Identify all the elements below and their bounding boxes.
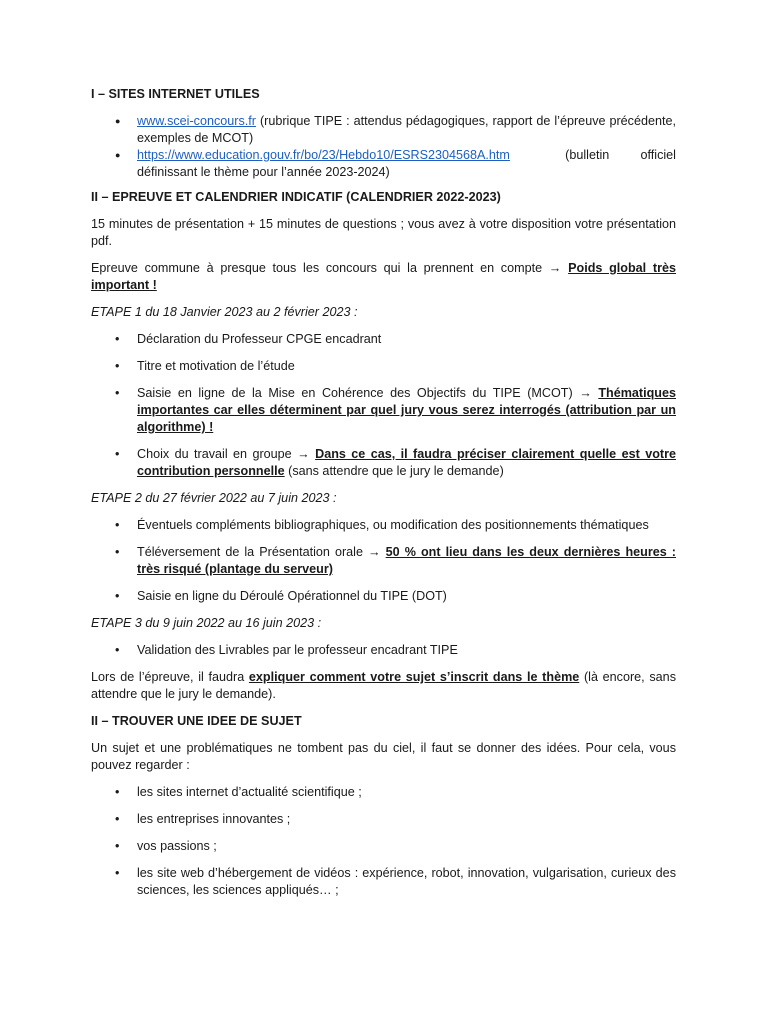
epreuve-theme-paragraph: [91, 669, 676, 703]
list-item: [91, 385, 676, 436]
bullet-icon: •: [115, 866, 120, 880]
list-item: [91, 811, 676, 828]
item-tail: (sans attendre que le jury le demande): [284, 464, 504, 478]
item-text: Éventuels compléments bibliographiques, ou modification des positionnements thématiques: [137, 518, 649, 532]
etape-1-list: [91, 331, 676, 480]
bullet-icon: •: [115, 589, 120, 603]
list-item: [91, 147, 676, 181]
item-emphasis: Thématiques importantes car elles déterminent par quel jury vous serez interrogés (attribution par un algorithme) !: [137, 386, 676, 434]
etape-3-heading: ETAPE 3 du 9 juin 2022 au 16 juin 2023 :: [91, 616, 322, 630]
bullet-icon: •: [115, 812, 120, 826]
item-text: Téléversement de la Présentation orale →: [137, 545, 386, 559]
bullet-icon: •: [115, 332, 120, 346]
bullet-icon: •: [115, 386, 120, 400]
link2-description: définissant le thème pour l’année 2023-2024): [137, 165, 390, 179]
item-text: Validation des Livrables par le professeur encadrant TIPE: [137, 643, 458, 657]
item-text: Saisie en ligne de la Mise en Cohérence des Objectifs du TIPE (MCOT) →: [137, 386, 599, 400]
bullet-icon: •: [115, 643, 120, 657]
etape-2-heading: ETAPE 2 du 27 février 2022 au 7 juin 2023 :: [91, 491, 337, 505]
useful-sites-list: [91, 113, 676, 181]
list-item: [91, 784, 676, 801]
epreuve-text: Epreuve commune à presque tous les concours qui la prennent en compte →: [91, 261, 569, 275]
scei-link[interactable]: www.scei-concours.fr: [137, 114, 256, 128]
list-item: [91, 113, 676, 147]
list-item: [91, 588, 676, 605]
link1-description: (rubrique TIPE : attendus pédagogiques, rapport de l’épreuve précédente, exemples de MCOT): [137, 114, 676, 145]
list-item: [91, 544, 676, 578]
section-2-title: II – EPREUVE ET CALENDRIER INDICATIF (CALENDRIER 2022-2023): [91, 190, 501, 204]
item-text: Choix du travail en groupe →: [137, 447, 316, 461]
bullet-icon: •: [115, 545, 120, 559]
list-item: [91, 642, 676, 659]
list-item: [91, 838, 676, 855]
item-text: les sites internet d’actualité scientifique ;: [137, 785, 362, 799]
section-1-title: I – SITES INTERNET UTILES: [91, 87, 260, 101]
paragraph-text: Lors de l’épreuve, il faudra: [91, 670, 249, 684]
bullet-icon: •: [115, 785, 120, 799]
list-item: [91, 517, 676, 534]
idea-sources-list: [91, 784, 676, 899]
etape-1-heading: ETAPE 1 du 18 Janvier 2023 au 2 février 2023 :: [91, 305, 358, 319]
paragraph-tail: (là encore, sans attendre que le jury le demande).: [91, 670, 676, 701]
epreuve-paragraph: [91, 260, 676, 294]
item-text: les site web d’hébergement de vidéos : expérience, robot, innovation, vulgarisation, curieux des sciences, les sciences appliqués… ;: [137, 866, 676, 897]
item-emphasis: 50 % ont lieu dans les deux dernières heures : très risqué (plantage du serveur): [137, 545, 676, 576]
list-item: [91, 358, 676, 375]
item-emphasis: Dans ce cas, il faudra préciser clairement quelle est votre contribution personnelle: [137, 447, 676, 478]
bullet-icon: •: [115, 518, 120, 532]
item-text: les entreprises innovantes ;: [137, 812, 291, 826]
bullet-icon: •: [115, 359, 120, 373]
etape-2-list: [91, 517, 676, 605]
item-text: Saisie en ligne du Déroulé Opérationnel du TIPE (DOT): [137, 589, 447, 603]
etape-3-list: [91, 642, 676, 659]
list-item: [91, 446, 676, 480]
bullet-icon: •: [115, 839, 120, 853]
presentation-paragraph: 15 minutes de présentation + 15 minutes de questions ; vous avez à votre disposition votre présentation pdf.: [91, 217, 676, 248]
idea-paragraph: Un sujet et une problématiques ne tombent pas du ciel, il faut se donner des idées. Pour cela, vous pouvez regarder :: [91, 741, 676, 772]
poids-global-emphasis: Poids global très important !: [91, 261, 676, 292]
paragraph-emphasis: expliquer comment votre sujet s’inscrit dans le thème: [248, 670, 580, 684]
link2-word-b: officiel: [640, 148, 676, 162]
list-item: [91, 865, 676, 899]
item-text: Déclaration du Professeur CPGE encadrant: [137, 332, 382, 346]
item-text: vos passions ;: [137, 839, 217, 853]
bullet-icon: ●: [115, 150, 121, 160]
link2-line: [137, 147, 676, 164]
list-item: [91, 331, 676, 348]
bullet-icon: ●: [115, 116, 121, 126]
link2-word-a: (bulletin: [565, 148, 610, 162]
item-text: Titre et motivation de l’étude: [137, 359, 295, 373]
bullet-icon: •: [115, 447, 120, 461]
education-gouv-link[interactable]: https://www.education.gouv.fr/bo/23/Hebdo10/ESRS2304568A.htm: [137, 148, 510, 162]
document-page: [91, 86, 676, 909]
section-3-title: II – TROUVER UNE IDEE DE SUJET: [91, 714, 302, 728]
